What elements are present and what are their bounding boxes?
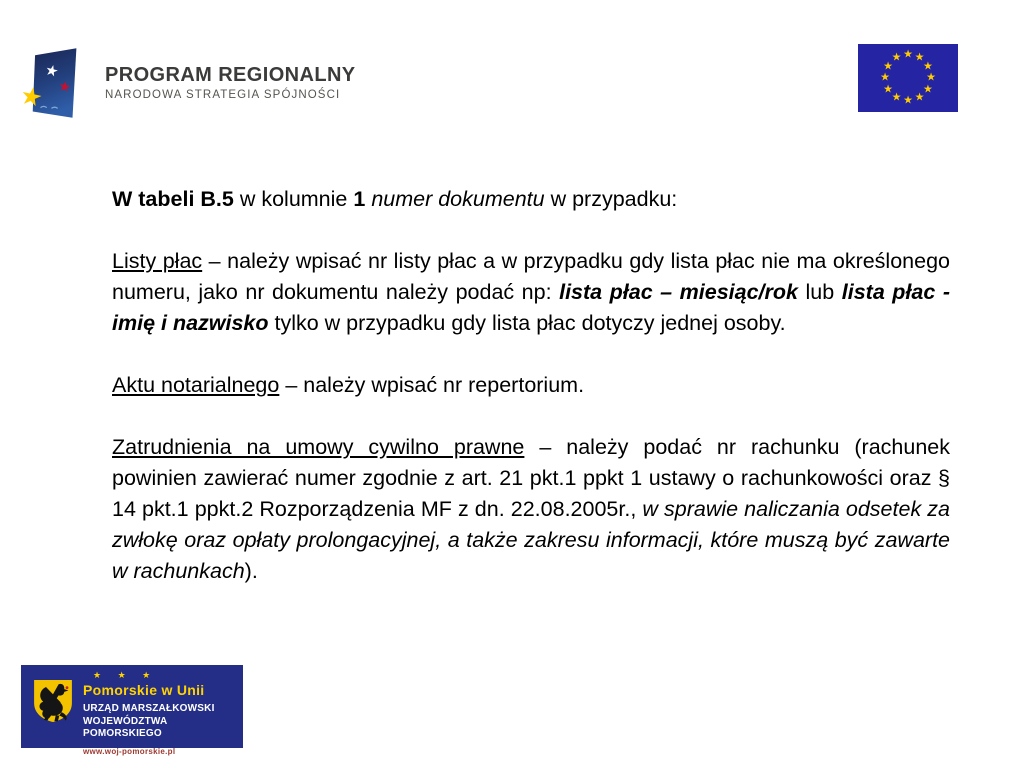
pomorskie-title: Pomorskie w Unii bbox=[83, 682, 205, 698]
program-regionalny-flag-icon bbox=[14, 36, 92, 130]
text-segment: Zatrudnienia na umowy cywilno prawne bbox=[112, 435, 525, 459]
eu-star-icon: ★ bbox=[883, 83, 894, 95]
text-segment: W tabeli B.5 bbox=[112, 187, 234, 211]
text-segment: 1 bbox=[353, 187, 366, 211]
text-segment: numer dokumentu bbox=[371, 187, 545, 211]
text-segment: Aktu notarialnego bbox=[112, 373, 280, 397]
text-segment: lista płac - imię i nazwisko bbox=[112, 280, 950, 335]
eu-star-icon: ★ bbox=[903, 48, 913, 61]
pomorskie-coat-of-arms-icon bbox=[32, 678, 74, 724]
text-segment: ). bbox=[244, 559, 258, 583]
paragraph-intro bbox=[112, 184, 950, 215]
pomorskie-org-line1: URZĄD MARSZAŁKOWSKI bbox=[83, 703, 215, 714]
eu-star-icon: ★ bbox=[883, 60, 894, 72]
eu-star-icon: ★ bbox=[922, 60, 933, 72]
svg-text:★: ★ bbox=[57, 78, 73, 97]
slide-body-text bbox=[112, 184, 950, 618]
text-segment: Listy płac bbox=[112, 249, 203, 273]
text-segment: – należy wpisać nr repertorium. bbox=[279, 373, 585, 397]
program-regionalny-logo bbox=[14, 36, 356, 130]
eu-star-icon: ★ bbox=[903, 94, 913, 107]
text-segment: lista płac – miesiąc/rok bbox=[559, 280, 798, 304]
eu-star-icon: ★ bbox=[926, 71, 936, 84]
text-segment: – należy wpisać nr listy płac a w przypadku gdy lista płac nie ma określonego numeru, jako nr dokumentu należy podać np: bbox=[112, 249, 950, 304]
eu-flag-icon bbox=[858, 44, 958, 112]
eu-star-icon: ★ bbox=[880, 71, 890, 84]
paragraph-listy-plac bbox=[112, 246, 950, 339]
eu-star-icon: ★ bbox=[914, 51, 925, 64]
paragraph-umowy-cywilno-prawne bbox=[112, 432, 950, 587]
program-logo-text bbox=[105, 36, 356, 101]
pomorskie-logo bbox=[21, 665, 243, 756]
eu-star-icon: ★ bbox=[891, 51, 902, 64]
pomorskie-org-line2: WOJEWÓDZTWA POMORSKIEGO bbox=[83, 715, 168, 739]
program-logo-title: PROGRAM REGIONALNY bbox=[105, 64, 356, 86]
text-segment: w przypadku: bbox=[544, 187, 678, 211]
eu-star-icon: ★ bbox=[922, 83, 933, 95]
pomorskie-logo-text bbox=[83, 670, 243, 756]
svg-text:★: ★ bbox=[17, 79, 46, 113]
paragraph-akt-notarialny bbox=[112, 370, 950, 401]
pomorskie-stars-icon: ★ ★ ★ bbox=[93, 670, 158, 680]
text-segment: tylko w przypadku gdy lista płac dotyczy jednej osoby. bbox=[268, 311, 786, 335]
eu-star-icon: ★ bbox=[891, 91, 902, 104]
svg-text:★: ★ bbox=[43, 61, 61, 82]
pomorskie-url: www.woj-pomorskie.pl bbox=[83, 746, 176, 756]
text-segment: – należy podać nr rachunku (rachunek powinien zawierać numer zgodnie z art. 21 pkt.1 ppkt 1 ustawy o rachunkowości oraz § 14 pkt.1 ppkt.2 Rozporządzenia MF z dn. 22.08.2005r., bbox=[112, 435, 950, 521]
eu-star-icon: ★ bbox=[914, 91, 925, 104]
text-segment: lub bbox=[798, 280, 842, 304]
text-segment: w kolumnie bbox=[233, 187, 354, 211]
text-segment: w sprawie naliczania odsetek za zwłokę oraz opłaty prolongacyjnej, a także zakresu informacji, które muszą być zawarte w rachunkach bbox=[112, 497, 950, 583]
program-logo-subtitle: NARODOWA STRATEGIA SPÓJNOŚCI bbox=[105, 89, 341, 101]
